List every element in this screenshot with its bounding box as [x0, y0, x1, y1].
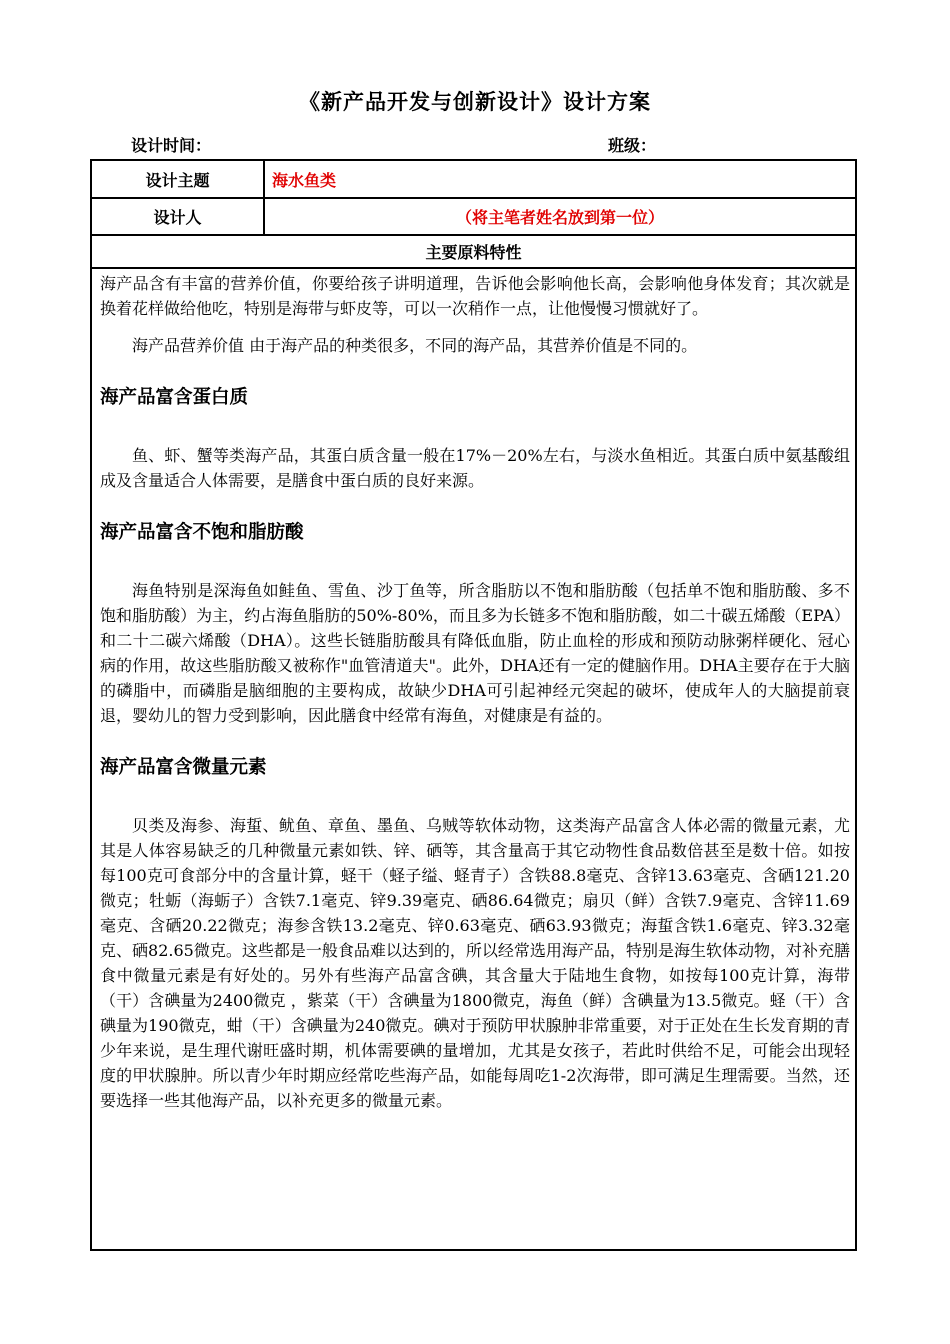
page-title: 《新产品开发与创新设计》设计方案	[299, 90, 651, 114]
protein-paragraph: 鱼、虾、蟹等类海产品，其蛋白质含量一般在17%－20%左右，与淡水鱼相近。其蛋白质中氨基酸组成及含量适合人体需要，是膳食中蛋白质的良好来源。	[100, 446, 850, 490]
heading-fatty-acid: 海产品富含不饱和脂肪酸	[100, 522, 304, 543]
heading-trace-elements: 海产品富含微量元素	[100, 757, 267, 778]
class-label: 班级：	[608, 136, 657, 155]
trace-elements-paragraph: 贝类及海参、海蜇、鱿鱼、章鱼、墨鱼、乌贼等软体动物，这类海产品富含人体必需的微量元素，尤其是人体容易缺乏的几种微量元素如铁、锌、硒等，其含量高于其它动物性食品数倍甚至是数十倍。如按每100克可食部分中的含量计算，蛏干（蛏子缢、蛏青子）含铁88.8毫克、含锌13.63毫克、含硒121.20微克；牡蛎（海蛎子）含铁7.1毫克、锌9.39毫克、硒86.64微克；扇贝（鲜）含铁7.9毫克、含锌11.69毫克、含硒20.22微克；海参含铁13.2毫克、锌0.63毫克、硒63.93微克；海蜇含铁1.6毫克、锌3.32毫克、硒82.65微克。这些都是一般食品难以达到的，所以经常选用海产品，特别是海生软体动物，对补充膳食中微量元素是有好处的。另外有些海产品富含碘，其含量大于陆地生食物，如按每100克计算，海带（干）含碘量为2400微克 ，紫菜（干）含碘量为1800微克，海鱼（鲜）含碘量为13.5微克。蛏（干）含碘量为190微克，蚶（干）含碘量为240微克。碘对于预防甲状腺肿非常重要，对于正处在生长发育期的青少年来说，是生理代谢旺盛时期，机体需要碘的量增加，尤其是女孩子，若此时供给不足，可能会出现轻度的甲状腺肿。所以青少年时期应经常吃些海产品，如能每周吃1-2次海带，即可满足生理需要。当然，还要选择一些其他海产品，以补充更多的微量元素。	[100, 816, 850, 1110]
intro-paragraph: 海产品含有丰富的营养价值，你要给孩子讲明道理，告诉他会影响他长高，会影响他身体发育；其次就是换着花样做给他吃，特别是海带与虾皮等，可以一次稍作一点，让他慢慢习惯就好了。	[100, 274, 850, 318]
theme-label: 设计主题	[92, 161, 265, 197]
heading-protein: 海产品富含蛋白质	[100, 387, 249, 408]
value-paragraph: 海产品营养价值 由于海产品的种类很多，不同的海产品，其营养价值是不同的。	[132, 336, 698, 355]
theme-value: 海水鱼类	[272, 170, 337, 190]
designer-row	[92, 199, 855, 236]
fatty-acid-paragraph: 海鱼特别是深海鱼如鲑鱼、雪鱼、沙丁鱼等，所含脂肪以不饱和脂肪酸（包括单不饱和脂肪酸、多不饱和脂肪酸）为主，约占海鱼脂肪的50%-80%，而且多为长链多不饱和脂肪酸，如二十碳五烯酸（EPA）和二十二碳六烯酸（DHA）。这些长链脂肪酸具有降低血脂，防止血栓的形成和预防动脉粥样硬化、冠心病的作用，故这些脂肪酸又被称作"血管清道夫"。此外，DHA还有一定的健脑作用。DHA主要存在于大脑的磷脂中，而磷脂是脑细胞的主要构成，故缺少DHA可引起神经元突起的破坏，使成年人的大脑提前衰退，婴幼儿的智力受到影响，因此膳食中经常有海鱼，对健康是有益的。	[100, 581, 850, 725]
content-body	[100, 271, 850, 1113]
section-header-row	[92, 236, 855, 269]
design-form-table	[90, 159, 857, 1251]
section-header: 主要原料特性	[425, 243, 522, 262]
theme-row	[92, 161, 855, 199]
designer-value: （将主笔者姓名放到第一位）	[455, 208, 664, 227]
designer-label: 设计人	[92, 199, 265, 234]
design-time-label: 设计时间：	[131, 136, 212, 155]
